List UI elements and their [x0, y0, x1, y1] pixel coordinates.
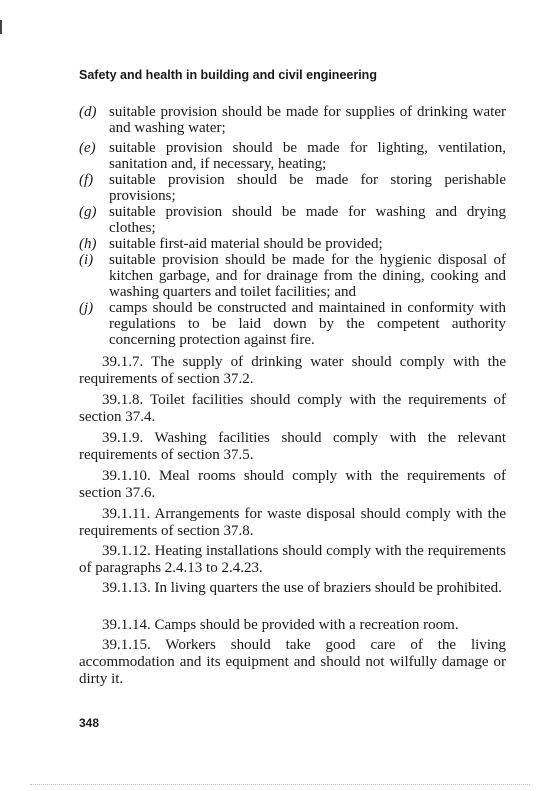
paragraph-text: The supply of drinking water should comply with the requirements of section 37.2. [79, 354, 507, 387]
paragraph-text: Arrangements for waste disposal should comply with the requirements of section 37.8. [79, 506, 506, 539]
page-number: 348 [79, 716, 100, 730]
list-marker: (i) [79, 252, 94, 268]
list-item-text: suitable provision should be made for supplies of drinking water and washing water; [109, 104, 506, 136]
list-item-text: suitable provision should be made for the hygienic disposal of kitchen garbage, and for drainage from the dining, cooking and washing quarters and toilet facilities; and [109, 252, 506, 300]
list-item-text: camps should be constructed and maintained in conformity with regulations to be laid down by the competent authority concerning protection against fire. [109, 300, 506, 348]
list-item-text: suitable provision should be made for storing perishable provisions; [109, 172, 506, 204]
list-marker: (e) [79, 140, 96, 156]
paragraph-text: Heating installations should comply with the requirements of paragraphs 2.4.13 to 2.4.23. [79, 543, 506, 576]
list-item-text: suitable first-aid material should be provided; [109, 236, 383, 252]
paragraph-text: Camps should be provided with a recreation room. [154, 617, 459, 633]
paragraph-39-1-14 [79, 617, 506, 634]
list-item-j [79, 300, 506, 348]
paragraph-text: Toilet facilities should comply with the requirements of section 37.4. [79, 392, 506, 425]
paragraph-39-1-13 [79, 580, 506, 597]
paragraph-text: Washing facilities should comply with the relevant requirements of section 37.5. [79, 430, 506, 463]
list-item-text: suitable provision should be made for washing and drying clothes; [109, 204, 506, 236]
list-marker: (g) [79, 204, 97, 220]
paragraph-39-1-9 [79, 430, 506, 464]
list-item-f [79, 172, 506, 204]
list-marker: (d) [79, 104, 97, 120]
paragraph-number: 39.1.9. [102, 430, 144, 446]
list-item-e [79, 140, 506, 172]
list-item-text: suitable provision should be made for lighting, ventilation, sanitation and, if necessary, heating; [109, 140, 506, 172]
scan-bottom-rule [30, 784, 530, 785]
paragraph-39-1-15 [79, 637, 506, 688]
paragraph-39-1-7 [79, 354, 506, 388]
paragraph-39-1-8 [79, 392, 506, 426]
paragraph-text: Meal rooms should comply with the requirements of section 37.6. [79, 468, 507, 501]
running-header: Safety and health in building and civil engineering [79, 68, 377, 82]
paragraph-number: 39.1.14. [102, 617, 151, 633]
list-item-d [79, 104, 506, 136]
list-item-i [79, 252, 506, 300]
paragraph-number: 39.1.10. [102, 468, 151, 484]
paragraph-39-1-12 [79, 543, 506, 577]
paragraph-number: 39.1.8. [102, 392, 144, 408]
paragraph-39-1-10 [79, 468, 506, 502]
paragraph-number: 39.1.13. [102, 580, 151, 596]
scan-edge-mark [0, 20, 2, 34]
list-marker: (j) [79, 300, 94, 316]
paragraph-number: 39.1.11. [102, 506, 151, 522]
list-marker: (h) [79, 236, 97, 252]
list-item-h [79, 236, 506, 252]
paragraph-text: Workers should take good care of the living accommodation and its equipment and should not wilfully damage or dirty it. [79, 637, 506, 687]
paragraph-39-1-11 [79, 506, 506, 540]
list-marker: (f) [79, 172, 94, 188]
paragraph-number: 39.1.12. [102, 543, 151, 559]
paragraph-number: 39.1.15. [102, 637, 151, 653]
paragraph-number: 39.1.7. [102, 354, 144, 370]
list-item-g [79, 204, 506, 236]
paragraph-text: In living quarters the use of braziers should be prohibited. [154, 580, 502, 596]
